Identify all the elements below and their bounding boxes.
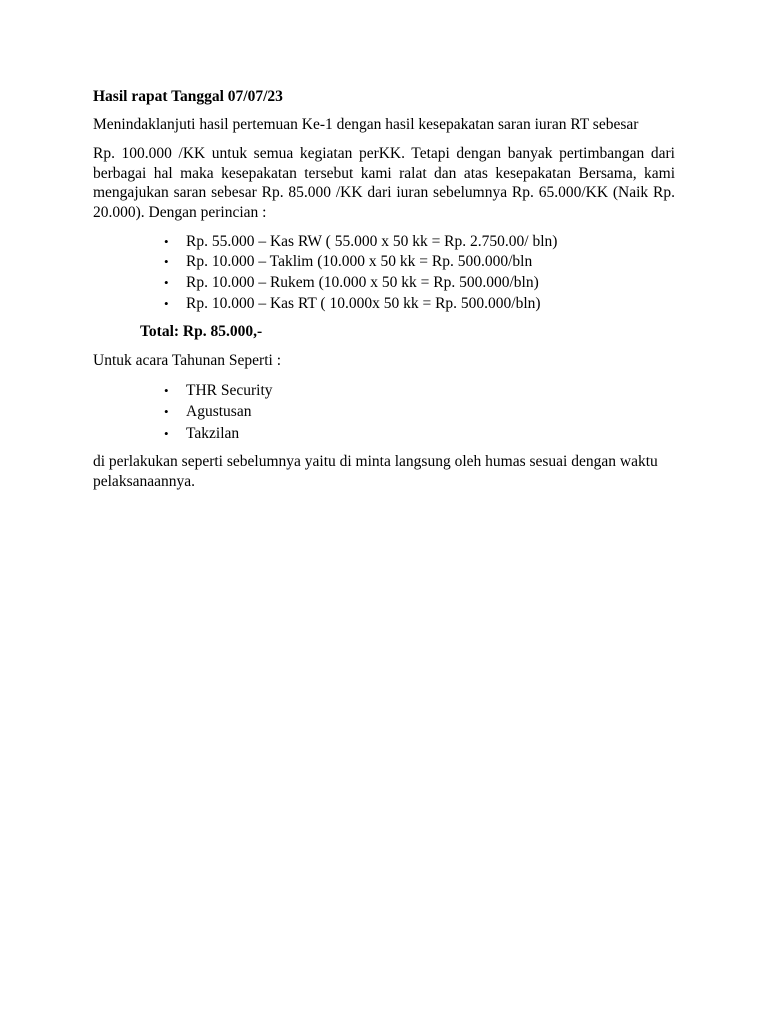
annual-intro: Untuk acara Tahunan Seperti :	[93, 352, 282, 369]
total-line: Total: Rp. 85.000,-	[140, 323, 263, 340]
bullet-icon: •	[164, 383, 169, 398]
list-item	[164, 252, 532, 271]
list-item-text: THR Security	[186, 382, 273, 399]
list-item	[164, 232, 557, 251]
list-item-text: Agustusan	[186, 403, 252, 420]
list-item-text: Rp. 10.000 – Kas RT ( 10.000x 50 kk = Rp. 500.000/bln)	[186, 295, 541, 312]
list-item	[164, 381, 273, 400]
list-item-text: Rp. 10.000 – Taklim (10.000 x 50 kk = Rp. 500.000/bln	[186, 253, 533, 270]
intro-line: Menindaklanjuti hasil pertemuan Ke-1 dengan hasil kesepakatan saran iuran RT sebesar	[93, 116, 639, 133]
list-item	[164, 294, 541, 313]
list-item	[164, 273, 539, 292]
bullet-icon: •	[164, 426, 169, 441]
closing-paragraph: di perlakukan seperti sebelumnya yaitu di minta langsung oleh humas sesuai dengan waktu pelaksanaannya.	[93, 453, 658, 490]
list-item-text: Rp. 55.000 – Kas RW ( 55.000 x 50 kk = Rp. 2.750.00/ bln)	[186, 233, 558, 250]
bullet-icon: •	[164, 296, 169, 311]
list-item-text: Rp. 10.000 – Rukem (10.000 x 50 kk = Rp. 500.000/bln)	[186, 274, 539, 291]
bullet-icon: •	[164, 234, 169, 249]
main-paragraph: Rp. 100.000 /KK untuk semua kegiatan perKK. Tetapi dengan banyak pertimbangan dari berbagai hal maka kesepakatan tersebut kami ralat dan atas kesepakatan Bersama, kami mengajukan saran sebesar Rp. 85.000 /KK dari iuran sebelumnya Rp. 65.000/KK (Naik Rp. 20.000). Dengan perincian :	[93, 145, 675, 221]
bullet-icon: •	[164, 275, 169, 290]
list-item	[164, 402, 251, 421]
list-item-text: Takzilan	[186, 425, 240, 442]
bullet-icon: •	[164, 404, 169, 419]
list-item	[164, 424, 239, 443]
bullet-icon: •	[164, 254, 169, 269]
document-heading: Hasil rapat Tanggal 07/07/23	[93, 88, 283, 105]
